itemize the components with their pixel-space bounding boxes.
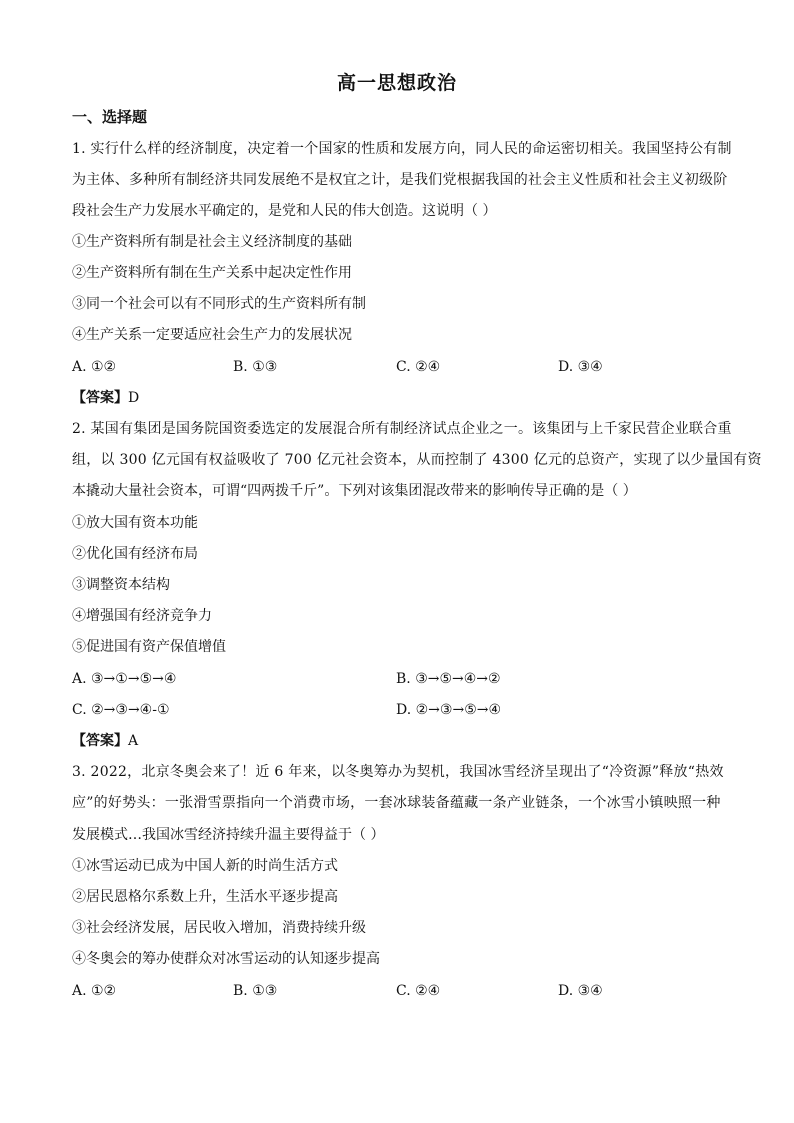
- q1-stem-line-2: 为主体、多种所有制经济共同发展绝不是权宜之计，是我们党根据我国的社会主义性质和社会主义初级阶: [72, 172, 728, 188]
- answer-tag: 【答案】: [72, 390, 128, 406]
- q1-stem-line-1: 1. 实行什么样的经济制度，决定着一个国家的性质和发展方向，同人民的命运密切相关。我国坚持公有制: [72, 141, 732, 157]
- q3-option-b: B. ①③: [233, 983, 278, 999]
- q1-option-d: D. ③④: [558, 359, 603, 375]
- q2-stem-line-3: 本撬动大量社会资本，可谓“四两拨千斤”。下列对该集团混改带来的影响传导正确的是（ ）: [72, 483, 637, 499]
- q3-stem-line-2: 应”的好势头：一张滑雪票指向一个消费市场，一套冰球装备蕴藏一条产业链条，一个冰雪小镇映照一种: [72, 795, 721, 811]
- q1-item-4: ④生产关系一定要适应社会生产力的发展状况: [72, 327, 352, 343]
- q2-stem-line-1: 2. 某国有集团是国务院国资委选定的发展混合所有制经济试点企业之一。该集团与上千家民营企业联合重: [72, 421, 732, 437]
- section-heading: 一、选择题: [72, 108, 148, 126]
- q3-stem-line-3: 发展模式…我国冰雪经济持续升温主要得益于（ ）: [72, 827, 385, 843]
- q1-option-a: A. ①②: [72, 359, 117, 375]
- q2-option-d: D. ②→③→⑤→④: [396, 702, 502, 718]
- q2-item-5: ⑤促进国有资产保值增值: [72, 639, 226, 655]
- q1-item-3: ③同一个社会可以有不同形式的生产资料所有制: [72, 296, 366, 312]
- q3-item-4: ④冬奥会的筹办使群众对冰雪运动的认知逐步提高: [72, 951, 380, 967]
- q3-item-1: ①冰雪运动已成为中国人新的时尚生活方式: [72, 858, 338, 874]
- q2-option-c: C. ②→③→④-①: [72, 702, 170, 718]
- q3-item-2: ②居民恩格尔系数上升，生活水平逐步提高: [72, 889, 338, 905]
- page-title: 高一思想政治: [336, 72, 457, 94]
- answer-tag: 【答案】: [72, 733, 128, 749]
- q2-item-2: ②优化国有经济布局: [72, 546, 198, 562]
- q2-item-3: ③调整资本结构: [72, 577, 170, 593]
- q2-answer: [72, 731, 138, 751]
- q2-item-1: ①放大国有资本功能: [72, 515, 198, 531]
- q3-stem-line-1: 3. 2022，北京冬奥会来了！近 6 年来，以冬奥筹办为契机，我国冰雪经济呈现出了“冷资源”释放“热效: [72, 764, 724, 780]
- q1-item-1: ①生产资料所有制是社会主义经济制度的基础: [72, 234, 352, 250]
- q1-stem-line-3: 段社会生产力发展水平确定的，是党和人民的伟大创造。这说明（ ）: [72, 203, 497, 219]
- q1-item-2: ②生产资料所有制在生产关系中起决定性作用: [72, 265, 352, 281]
- q2-option-b: B. ③→⑤→④→②: [396, 671, 501, 687]
- q3-item-3: ③社会经济发展，居民收入增加，消费持续升级: [72, 920, 366, 936]
- q1-option-b: B. ①③: [233, 359, 278, 375]
- q3-option-d: D. ③④: [558, 983, 603, 999]
- q3-option-c: C. ②④: [396, 983, 441, 999]
- q1-option-c: C. ②④: [396, 359, 441, 375]
- q2-item-4: ④增强国有经济竞争力: [72, 608, 212, 624]
- answer-value: A: [128, 733, 139, 749]
- q2-option-a: A. ③→①→⑤→④: [72, 671, 177, 687]
- answer-value: D: [128, 390, 140, 406]
- q2-stem-line-2: 组，以 300 亿元国有权益吸收了 700 亿元社会资本，从而控制了 4300 亿元的总资产，实现了以少量国有资: [72, 452, 762, 468]
- q1-answer: [72, 388, 139, 408]
- q3-option-a: A. ①②: [72, 983, 117, 999]
